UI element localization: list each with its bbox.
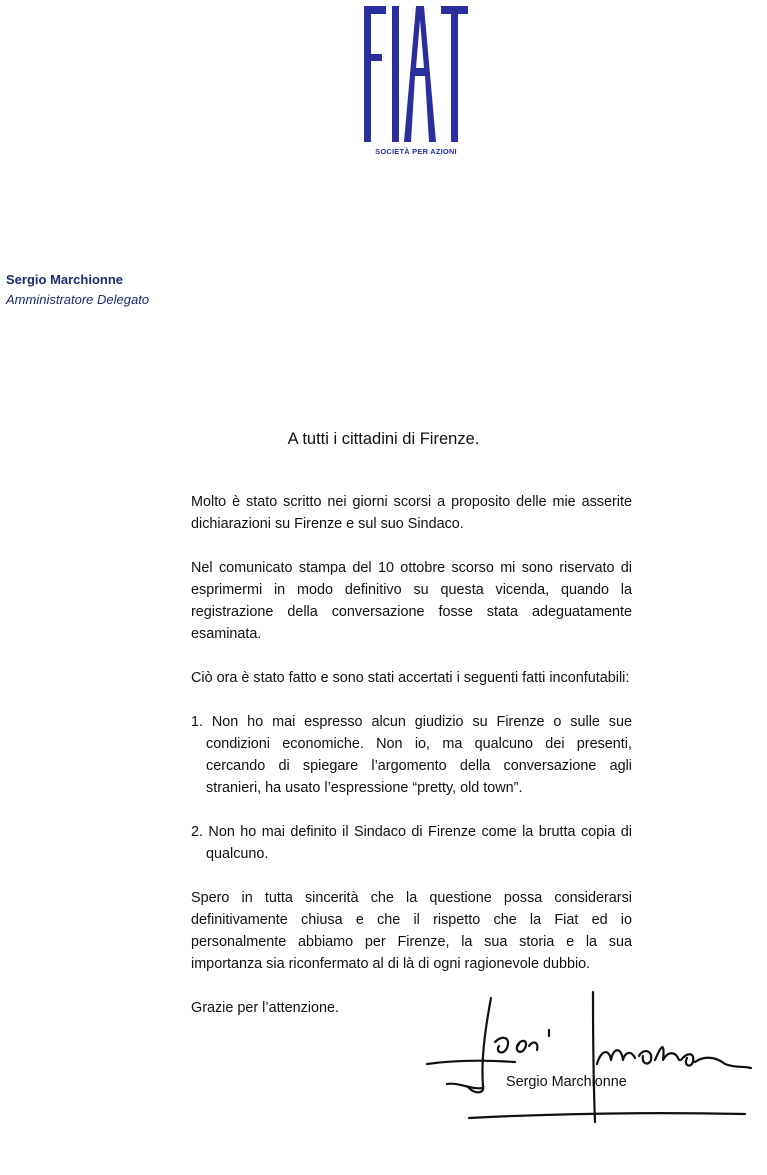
list-item: 1. Non ho mai espresso alcun giudizio su Firenze o sulle sue condizioni economiche. Non io, ma qualcuno dei presenti, cercando di spiegare l’argomento della conversazione agli stranieri, ha usato l’espressione “pretty, old town”. xyxy=(191,714,632,796)
sender-role: Amministratore Delegato xyxy=(6,292,150,307)
paragraph: Spero in tutta sincerità che la questione possa considerarsi definitivamente chiusa e che il rispetto che la Fiat ed io personalmente abbiamo per Firenze, la sua storia e la sua importanza sia riconfermato al di là di ogni ragionevole dubbio. xyxy=(191,890,632,972)
closing-line: Grazie per l’attenzione. xyxy=(191,1000,339,1016)
fiat-logo xyxy=(364,6,468,142)
letter-body xyxy=(191,491,632,1019)
letter-title: A tutti i cittadini di Firenze. xyxy=(287,430,480,448)
paragraph: Molto è stato scritto nei giorni scorsi a proposito delle mie asserite dichiarazioni su Firenze e sul suo Sindaco. xyxy=(191,494,632,532)
company-tagline: SOCIETÀ PER AZIONI xyxy=(375,147,457,156)
paragraph: Nel comunicato stampa del 10 ottobre scorso mi sono riservato di esprimermi in modo definitivo su questa vicenda, quando la registrazione della conversazione fosse stata adeguatamente esaminata. xyxy=(191,560,632,642)
sender-name: Sergio Marchionne xyxy=(6,272,124,287)
handwritten-signature xyxy=(425,990,755,1130)
signature-name: Sergio Marchionne xyxy=(506,1074,627,1090)
paragraph: Ciò ora è stato fatto e sono stati accertati i seguenti fatti inconfutabili: xyxy=(191,670,630,686)
list-item: 2. Non ho mai definito il Sindaco di Firenze come la brutta copia di qualcuno. xyxy=(191,824,632,862)
